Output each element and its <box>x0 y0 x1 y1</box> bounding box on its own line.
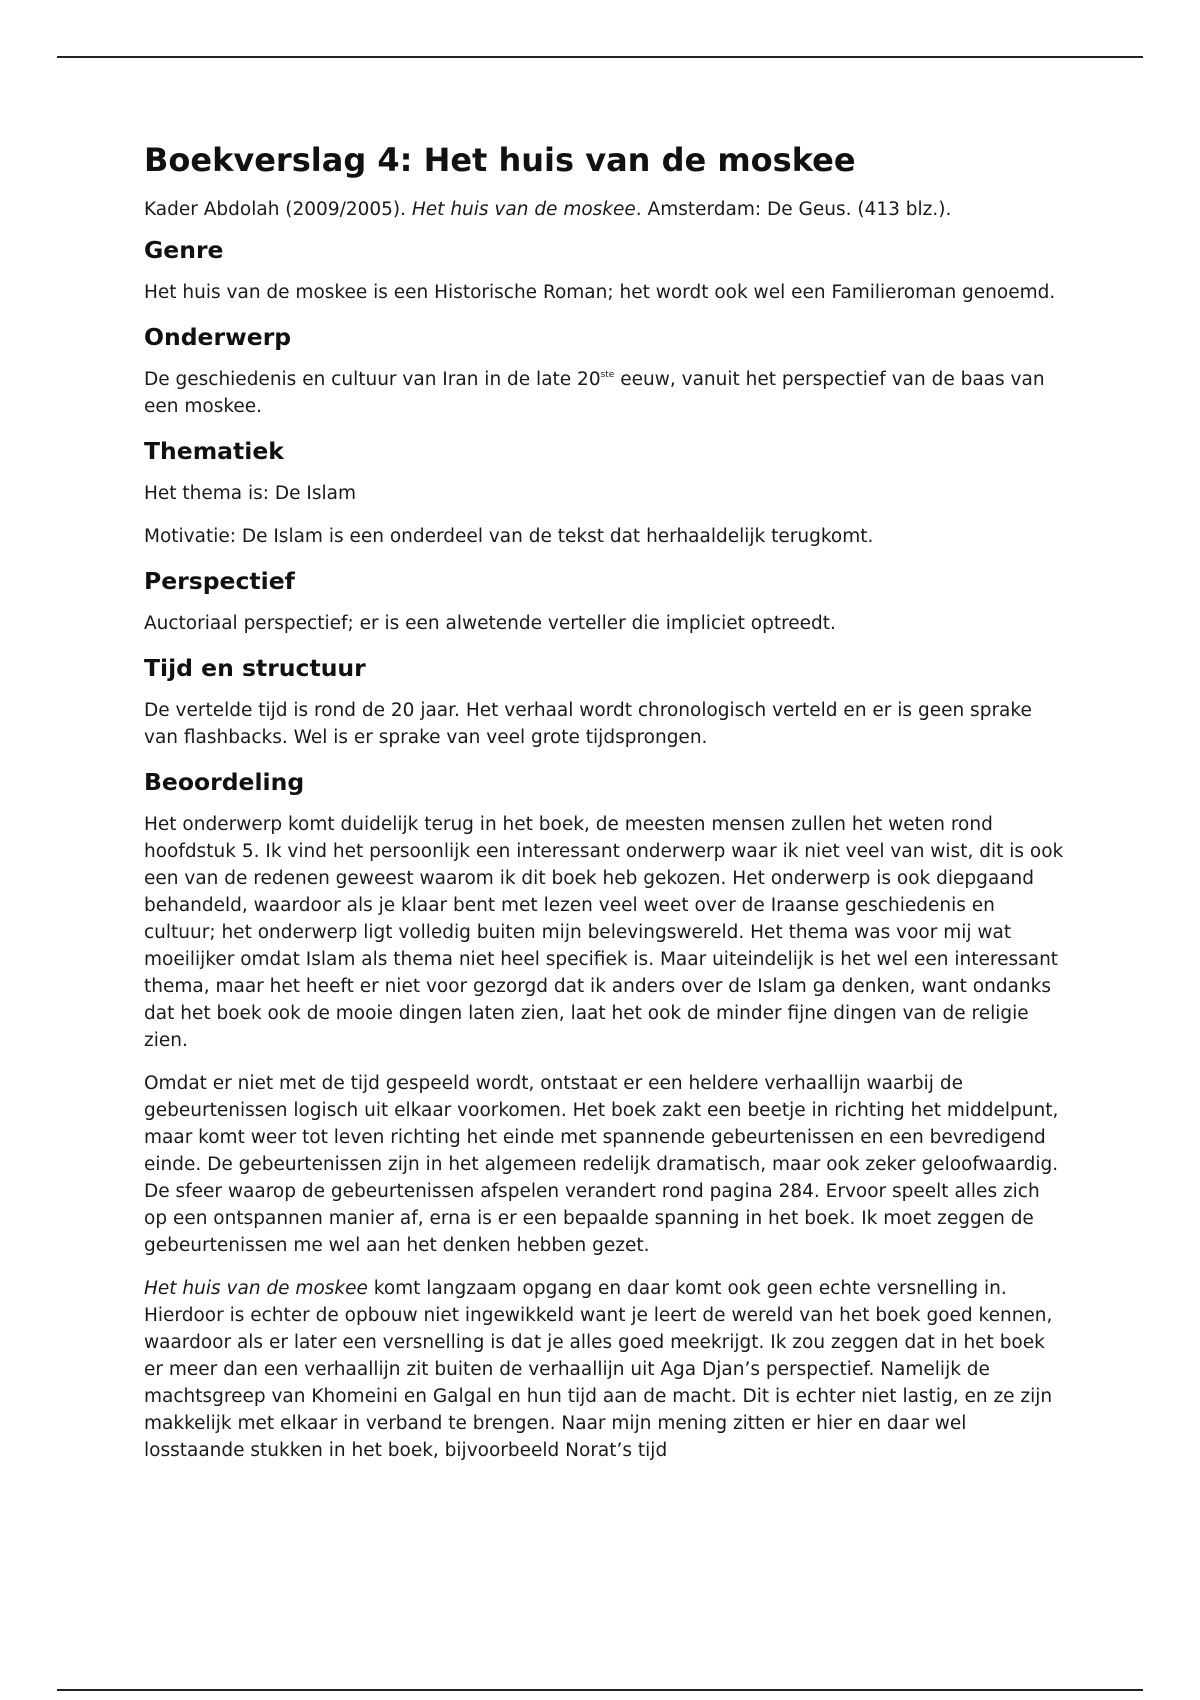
thema-text: Het thema is: De Islam <box>144 483 357 504</box>
reference-author-year: Kader Abdolah (2009/2005). <box>144 199 412 220</box>
onderwerp-superscript: ste <box>600 370 615 380</box>
beoordeling-paragraph-3-text: komt langzaam opgang en daar komt ook geen echte versnelling in. Hierdoor is echter de opbouw niet ingewikkeld want je leert de wereld van het boek goed kennen, waardoor als er later een versnelling is dat je alles goed meekrijgt. Ik zou zeggen dat in het boek er meer dan een verhaallijn zit buiten de verhaallijn uit Aga Djan’s perspectief. Namelijk de machtsgreep van Khomeini en Galgal en hun tijd aan de macht. Dit is echter niet lastig, en ze zijn makkelijk met elkaar in verband te brengen. Naar mijn mening zitten er hier en daar wel losstaande stukken in het boek, bijvoorbeeld Norat’s tijd <box>144 1278 1053 1461</box>
perspectief-text: Auctoriaal perspectief; er is een alwetende verteller die impliciet optreedt. <box>144 613 836 634</box>
book-reference <box>144 196 1064 223</box>
heading-thematiek: Thematiek <box>144 437 284 465</box>
heading-onderwerp: Onderwerp <box>144 323 292 351</box>
heading-genre: Genre <box>144 236 224 264</box>
heading-tijd-en-structuur: Tijd en structuur <box>144 654 366 682</box>
onderwerp-text <box>144 366 1064 420</box>
document-title: Boekverslag 4: Het huis van de moskee <box>144 141 856 179</box>
tijd-text: De vertelde tijd is rond de 20 jaar. Het verhaal wordt chronologisch verteld en er is geen sprake van flashbacks. Wel is er sprake van veel grote tijdsprongen. <box>144 700 1032 748</box>
reference-book-title: Het huis van de moskee <box>411 199 636 220</box>
onderwerp-text-before: De geschiedenis en cultuur van Iran in de late 20 <box>144 369 601 390</box>
genre-text: Het huis van de moskee is een Historische Roman; het wordt ook wel een Familieroman genoemd. <box>144 282 1056 303</box>
document-body <box>144 138 1064 1480</box>
beoordeling-paragraph-2: Omdat er niet met de tijd gespeeld wordt, ontstaat er een heldere verhaallijn waarbij de gebeurtenissen logisch uit elkaar voorkomen. Het boek zakt een beetje in richting het middelpunt, maar komt weer tot leven richting het einde met spannende gebeurtenissen en een bevredigend einde. De gebeurtenissen zijn in het algemeen redelijk dramatisch, maar ook zeker geloofwaardig. De sfeer waarop de gebeurtenissen afspelen verandert rond pagina 284. Ervoor speelt alles zich op een ontspannen manier af, erna is er een bepaalde spanning in het boek. Ik moet zeggen de gebeurtenissen me wel aan het denken hebben gezet. <box>144 1073 1059 1256</box>
beoordeling-paragraph-1: Het onderwerp komt duidelijk terug in het boek, de meesten mensen zullen het weten rond hoofdstuk 5. Ik vind het persoonlijk een interessant onderwerp waar ik niet veel van wist, dit is ook een van de redenen geweest waarom ik dit boek heb gekozen. Het onderwerp is ook diepgaand behandeld, waardoor als je klaar bent met lezen veel weet over de Iraanse geschiedenis en cultuur; het onderwerp ligt volledig buiten mijn belevingswereld. Het thema was voor mij wat moeilijker omdat Islam als thema niet heel specifiek is. Maar uiteindelijk is het wel een interessant thema, maar het heeft er niet voor gezorgd dat ik anders over de Islam ga denken, want ondanks dat het boek ook de mooie dingen laten zien, laat het ook de minder fijne dingen van de religie zien. <box>144 814 1064 1051</box>
heading-beoordeling: Beoordeling <box>144 768 305 796</box>
bottom-rule <box>57 1689 1143 1691</box>
onderwerp-text-after: eeuw, vanuit het perspectief van de baas van een moskee. <box>144 369 1045 417</box>
motivatie-text: Motivatie: De Islam is een onderdeel van de tekst dat herhaaldelijk terugkomt. <box>144 526 874 547</box>
heading-perspectief: Perspectief <box>144 567 295 595</box>
top-rule <box>57 56 1143 58</box>
beoordeling-paragraph-3 <box>144 1275 1064 1464</box>
beoordeling-book-title: Het huis van de moskee <box>144 1278 368 1299</box>
reference-publisher: . Amsterdam: De Geus. (413 blz.). <box>635 199 952 220</box>
